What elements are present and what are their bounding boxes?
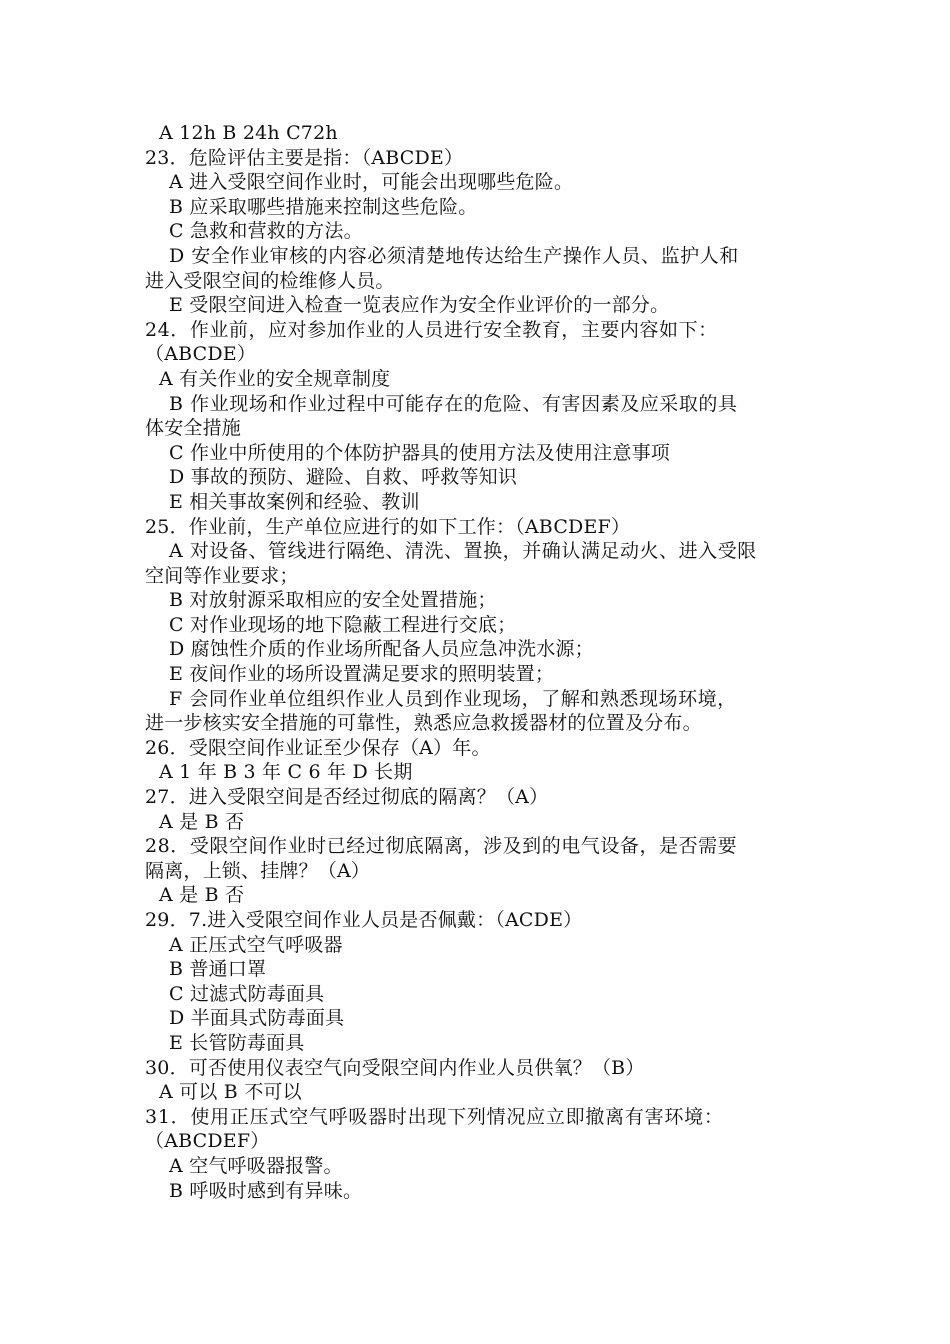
option-line: D 事故的预防、避险、自救、呼救等知识	[169, 466, 518, 489]
option-line: A 1 年 B 3 年 C 6 年 D 长期	[159, 761, 413, 784]
option-line: A 对设备、管线进行隔绝、清洗、置换，并确认满足动火、进入受限	[169, 540, 757, 563]
question-28-continued: 隔离，上锁、挂牌？（A）	[145, 859, 371, 882]
option-line: A 是 B 否	[159, 810, 245, 833]
option-line: A 进入受限空间作业时，可能会出现哪些危险。	[169, 171, 574, 194]
question-29: 29．7.进入受限空间作业人员是否佩戴：（ACDE）	[145, 909, 583, 931]
option-line: C 过滤式防毒面具	[169, 982, 325, 1005]
option-line: A 可以 B 不可以	[159, 1081, 302, 1104]
option-line: B 呼吸时感到有异味。	[169, 1179, 363, 1202]
option-line: B 普通口罩	[169, 958, 267, 981]
document-body	[145, 121, 815, 1203]
option-line: E 夜间作业的场所设置满足要求的照明装置；	[169, 663, 555, 686]
option-line: A 是 B 否	[159, 884, 245, 907]
option-line-continued: 空间等作业要求；	[145, 564, 299, 587]
question-30: 30．可否使用仪表空气向受限空间内作业人员供氧？（B）	[145, 1056, 645, 1079]
option-line: C 作业中所使用的个体防护器具的使用方法及使用注意事项	[169, 441, 670, 464]
option-line: B 作业现场和作业过程中可能存在的危险、有害因素及应采取的具	[169, 392, 738, 415]
question-31-answer: （ABCDEF）	[145, 1130, 270, 1153]
option-line: D 安全作业审核的内容必须清楚地传达给生产操作人员、监护人和	[169, 244, 739, 267]
question-23: 23．危险评估主要是指：（ABCDE）	[145, 146, 464, 169]
question-31: 31．使用正压式空气呼吸器时出现下列情况应立即撤离有害环境：	[145, 1105, 724, 1128]
option-line-continued: 进入受限空间的检维修人员。	[145, 269, 395, 292]
option-line-continued: 体安全措施	[145, 417, 242, 440]
option-line: D 腐蚀性介质的作业场所配备人员应急冲洗水源；	[169, 638, 594, 661]
option-line: A 有关作业的安全规章制度	[159, 367, 391, 390]
option-line: E 受限空间进入检查一览表应作为安全作业评价的一部分。	[169, 294, 670, 317]
option-line: D 半面具式防毒面具	[169, 1007, 345, 1030]
option-line: A 空气呼吸器报警。	[169, 1154, 343, 1177]
option-line-q22: A 12h B 24h C72h	[159, 122, 338, 144]
question-26: 26．受限空间作业证至少保存（A）年。	[145, 736, 491, 759]
option-line: A 正压式空气呼吸器	[169, 933, 343, 956]
option-line-continued: 进一步核实安全措施的可靠性，熟悉应急救援器材的位置及分布。	[145, 712, 702, 735]
question-27: 27．进入受限空间是否经过彻底的隔离？（A）	[145, 786, 549, 809]
option-line: E 相关事故案例和经验、教训	[169, 490, 420, 513]
option-line: C 急救和营救的方法。	[169, 220, 363, 243]
question-25: 25．作业前，生产单位应进行的如下工作：（ABCDEF）	[145, 515, 631, 538]
option-line: C 对作业现场的地下隐蔽工程进行交底；	[169, 613, 517, 636]
question-28: 28．受限空间作业时已经过彻底隔离，涉及到的电气设备，是否需要	[145, 835, 738, 858]
option-line: B 对放射源采取相应的安全处置措施；	[169, 589, 497, 612]
option-line: F 会同作业单位组织作业人员到作业现场，了解和熟悉现场环境，	[169, 687, 737, 710]
option-line: E 长管防毒面具	[169, 1031, 305, 1054]
option-line: B 应采取哪些措施来控制这些危险。	[169, 195, 478, 218]
question-24-answer: （ABCDE）	[145, 343, 257, 366]
question-24: 24．作业前，应对参加作业的人员进行安全教育，主要内容如下：	[145, 318, 718, 341]
